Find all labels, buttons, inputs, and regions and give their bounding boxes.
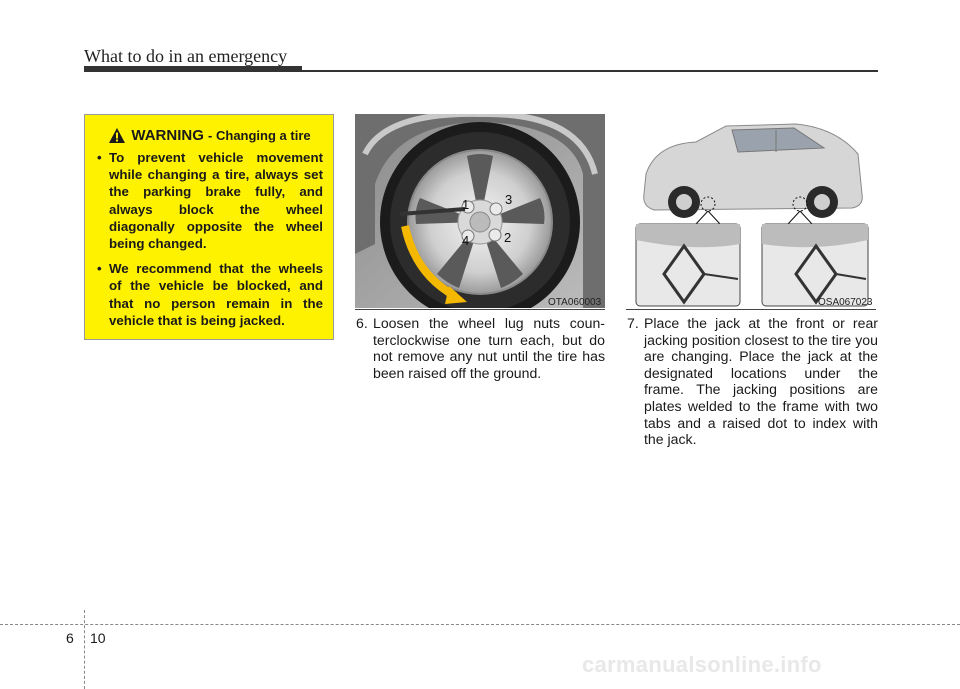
warning-item: • To prevent vehicle movement while changing a tire, always set the parking brake fully, and always block the wheel diagonally opposite the wheel being changed. <box>97 149 323 252</box>
step-6 <box>356 315 605 381</box>
page-header-title: What to do in an emergency <box>84 46 288 66</box>
figure-rule <box>626 309 876 310</box>
step-number: 6. <box>356 315 368 331</box>
warning-heading <box>85 127 335 147</box>
page-number: 10 <box>90 630 106 646</box>
figure-code-wheel: OTA060003 <box>548 297 602 308</box>
step-number: 7. <box>627 315 639 331</box>
step-text: Place the jack at the front or rear jacking position closest to the tire you are changing. Place the jack at the designated locations under the frame. The jacking positions are plates welded to the frame with two tabs and a raised dot to index with the jack. <box>644 315 878 448</box>
step-text: Loosen the wheel lug nuts coun-terclockwise one turn each, but do not remove any nut until the tire has been raised off the ground. <box>373 315 605 381</box>
watermark: carmanualsonline.info <box>582 652 822 677</box>
footer-rule <box>0 624 960 625</box>
footer-divider <box>84 610 85 689</box>
warning-box <box>84 114 334 340</box>
lug-nut-label: 2 <box>504 230 512 245</box>
step-7 <box>627 315 878 448</box>
warning-subtitle: - Changing a tire <box>208 128 311 143</box>
warning-list <box>97 149 323 337</box>
warning-triangle-icon <box>109 128 125 147</box>
jack-position-figure <box>626 114 876 308</box>
figure-rule <box>355 309 605 310</box>
header-rule <box>84 70 878 72</box>
wheel-lug-nut-figure <box>355 114 605 308</box>
lug-nut-label: 1 <box>462 197 470 212</box>
warning-item: • We recommend that the wheels of the vehicle be blocked, and that no person remain in the vehicle that is being jacked. <box>97 260 323 329</box>
lug-nut-label: 3 <box>505 192 513 207</box>
warning-title: WARNING <box>131 127 204 144</box>
figure-code-jack: OSA067023 <box>818 297 873 308</box>
lug-nut-label: 4 <box>462 233 470 248</box>
section-number: 6 <box>66 630 74 646</box>
